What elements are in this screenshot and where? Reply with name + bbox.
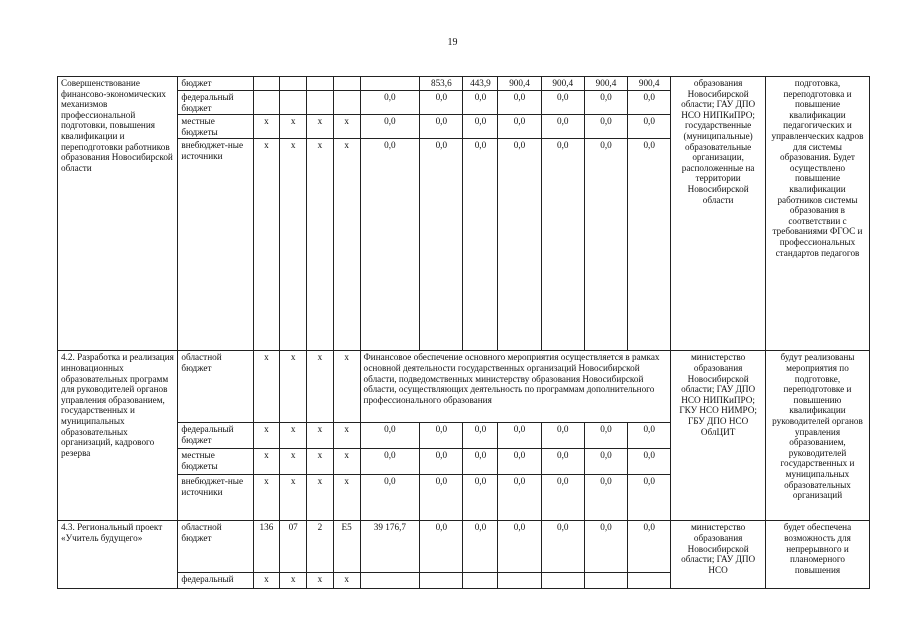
year-value-cell: 0,0 [420,115,463,139]
budget-code-cell: E5 [333,521,360,573]
funding-source-cell: внебюджет-ные источники [178,475,253,521]
year-value-cell: 0,0 [541,91,584,115]
year-value-cell [498,573,541,589]
budget-code-cell [280,91,307,115]
year-value-cell: 0,0 [420,91,463,115]
year-value-cell: 0,0 [541,475,584,521]
budget-code-cell [333,77,360,91]
total-value-cell: 39 176,7 [360,521,420,573]
funding-source-cell: федеральный бюджет [178,423,253,449]
budget-code-cell: x [253,573,280,589]
year-value-cell: 0,0 [584,139,627,351]
task-name-cell: Совершенствование финансово-экономических механизмов профессиональной подготовки, повышения квалификации и переподготовки работников образования Новосибирской области [58,77,178,351]
table-row [58,351,870,423]
funding-source-cell: федеральный [178,573,253,589]
year-value-cell: 0,0 [628,475,671,521]
budget-code-cell: x [253,115,280,139]
task-name-cell: 4.3. Региональный проект «Учитель будущего» [58,521,178,589]
funding-source-cell: областной бюджет [178,521,253,573]
year-value-cell: 0,0 [420,139,463,351]
total-value-cell: 0,0 [360,423,420,449]
budget-code-cell [253,91,280,115]
year-value-cell: 0,0 [628,449,671,475]
program-table [57,76,870,589]
funding-source-cell: местные бюджеты [178,115,253,139]
year-value-cell: 0,0 [541,139,584,351]
total-value-cell: 0,0 [360,139,420,351]
year-value-cell: 0,0 [498,521,541,573]
funding-source-cell: бюджет [178,77,253,91]
year-value-cell: 0,0 [420,423,463,449]
budget-code-cell: x [307,573,334,589]
budget-code-cell: x [307,115,334,139]
year-value-cell: 900,4 [584,77,627,91]
budget-code-cell: x [280,423,307,449]
year-value-cell: 0,0 [541,449,584,475]
year-value-cell: 0,0 [498,115,541,139]
executors-cell: образования Новосибирской области; ГАУ ДПО НСО НИПКиПРО; государственные (муниципальные) образовательные организации, расположенные на территории Новосибирской области [671,77,766,351]
table-row [58,521,870,573]
funding-source-cell: внебюджет-ные источники [178,139,253,351]
year-value-cell: 0,0 [541,423,584,449]
total-value-cell: 0,0 [360,115,420,139]
budget-code-cell: x [253,139,280,351]
budget-code-cell [280,77,307,91]
budget-code-cell: x [280,115,307,139]
year-value-cell: 0,0 [584,115,627,139]
page-number: 19 [447,37,458,48]
year-value-cell: 0,0 [584,91,627,115]
executors-cell: министерство образования Новосибирской области; ГАУ ДПО НСО [671,521,766,589]
task-name-cell: 4.2. Разработка и реализация инновационных образовательных программ для руководителей органов управления образованием, государственных и муниципальных образовательных организаций, кадрового резерва [58,351,178,521]
expected-result-cell: будут реализованы мероприятия по подготовке, переподготовке и повышению квалификации руководителей органов управления образованием, руководителей государственных и муниципальных образовательных организаций [765,351,869,521]
year-value-cell: 0,0 [584,475,627,521]
budget-code-cell: x [333,351,360,423]
year-value-cell [584,573,627,589]
year-value-cell: 0,0 [628,139,671,351]
year-value-cell: 0,0 [628,91,671,115]
year-value-cell: 0,0 [498,139,541,351]
budget-code-cell: x [307,139,334,351]
budget-code-cell [253,77,280,91]
year-value-cell: 0,0 [584,449,627,475]
year-value-cell: 0,0 [463,115,498,139]
year-value-cell: 0,0 [628,115,671,139]
funding-source-cell: областной бюджет [178,351,253,423]
budget-code-cell: 07 [280,521,307,573]
budget-code-cell: x [333,573,360,589]
budget-code-cell: x [253,475,280,521]
expected-result-cell: будет обеспечена возможность для непрерывного и планомерного повышения [765,521,869,589]
year-value-cell [420,573,463,589]
year-value-cell: 0,0 [628,521,671,573]
budget-code-cell: 2 [307,521,334,573]
budget-code-cell: x [333,449,360,475]
year-value-cell: 0,0 [498,423,541,449]
funding-source-cell: федеральный бюджет [178,91,253,115]
year-value-cell: 900,4 [498,77,541,91]
funding-source-cell: местные бюджеты [178,449,253,475]
budget-code-cell: x [307,351,334,423]
executors-cell: министерство образования Новосибирской области; ГАУ ДПО НСО НИПКиПРО; ГКУ НСО НИМРО; ГБУ ДПО НСО ОблЦИТ [671,351,766,521]
table-row [58,77,870,91]
expected-result-cell: подготовка, переподготовка и повышение квалификации педагогических и управленческих кадров для системы образования. Будет осуществлено повышение квалификации работников системы образования в соответствии с требованиями ФГОС и профессиональных стандартов педагогов [765,77,869,351]
year-value-cell: 0,0 [463,521,498,573]
year-value-cell [463,573,498,589]
budget-code-cell [333,91,360,115]
financing-note-cell: Финансовое обеспечение основного мероприятия осуществляется в рамках основной деятельности государственных организаций Новосибирской области, подведомственных министерству образования Новосибирской области, осуществляющих деятельность по программам дополнительного профессионального образования [360,351,671,423]
year-value-cell: 0,0 [498,91,541,115]
year-value-cell: 443,9 [463,77,498,91]
year-value-cell: 0,0 [498,449,541,475]
year-value-cell: 0,0 [541,115,584,139]
budget-code-cell [307,91,334,115]
year-value-cell: 0,0 [498,475,541,521]
total-value-cell: 0,0 [360,449,420,475]
budget-code-cell: x [280,475,307,521]
budget-code-cell [307,77,334,91]
year-value-cell: 0,0 [628,423,671,449]
budget-code-cell: x [333,423,360,449]
year-value-cell: 0,0 [463,475,498,521]
total-value-cell [360,77,420,91]
total-value-cell [360,573,420,589]
budget-code-cell: x [333,475,360,521]
budget-code-cell: x [280,449,307,475]
year-value-cell: 0,0 [584,423,627,449]
total-value-cell: 0,0 [360,475,420,521]
budget-code-cell: x [280,351,307,423]
budget-code-cell: x [280,139,307,351]
year-value-cell: 0,0 [463,449,498,475]
year-value-cell: 0,0 [463,91,498,115]
year-value-cell: 0,0 [584,521,627,573]
budget-code-cell: x [253,449,280,475]
budget-code-cell: x [253,423,280,449]
budget-code-cell: x [333,115,360,139]
year-value-cell: 900,4 [541,77,584,91]
year-value-cell: 0,0 [420,449,463,475]
year-value-cell: 853,6 [420,77,463,91]
year-value-cell: 900,4 [628,77,671,91]
budget-code-cell: x [307,423,334,449]
total-value-cell: 0,0 [360,91,420,115]
year-value-cell: 0,0 [463,139,498,351]
budget-code-cell: x [333,139,360,351]
budget-code-cell: x [307,449,334,475]
budget-code-cell: 136 [253,521,280,573]
year-value-cell: 0,0 [463,423,498,449]
year-value-cell [541,573,584,589]
year-value-cell: 0,0 [541,521,584,573]
budget-code-cell: x [253,351,280,423]
year-value-cell: 0,0 [420,521,463,573]
budget-code-cell: x [280,573,307,589]
year-value-cell: 0,0 [420,475,463,521]
year-value-cell [628,573,671,589]
budget-code-cell: x [307,475,334,521]
